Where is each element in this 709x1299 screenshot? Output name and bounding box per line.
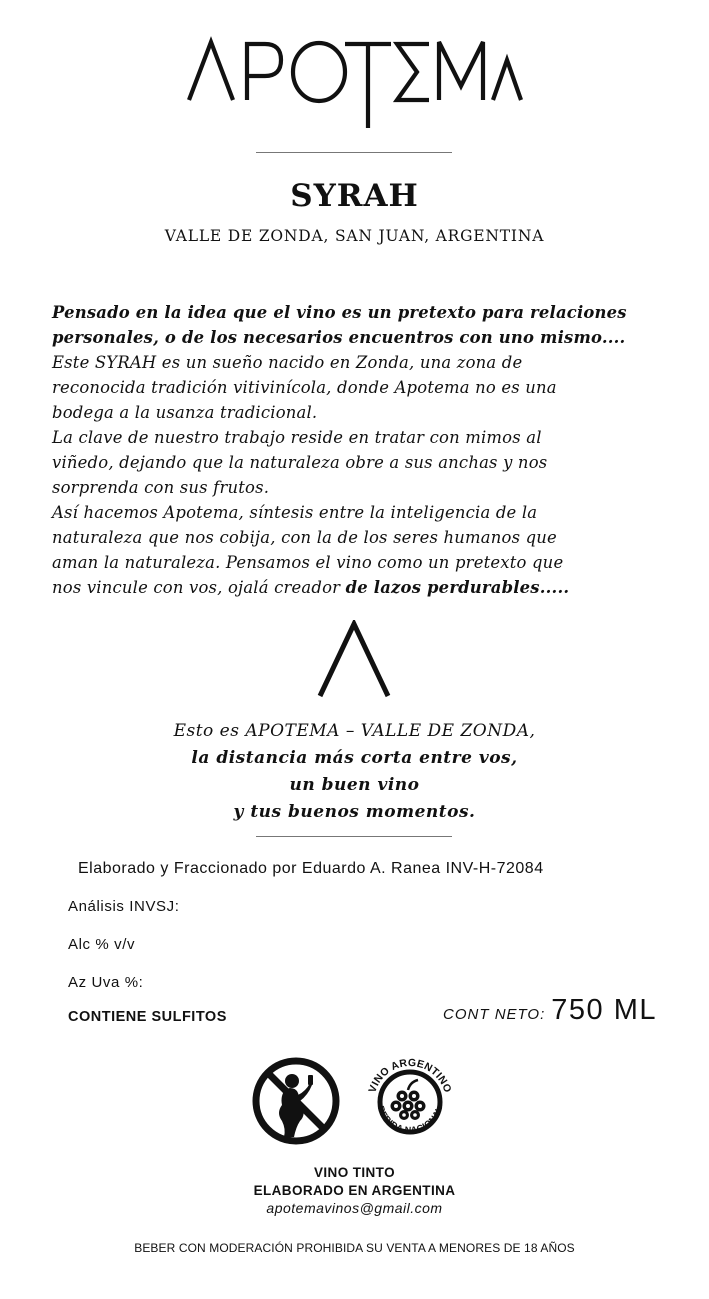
net-content-label: CONT NETO: [443, 1006, 546, 1023]
story-line [52, 575, 672, 600]
alcohol-label: Alc % v/v [68, 936, 136, 953]
closing-statement [0, 718, 709, 826]
closing-line: Esto es APOTEMA – VALLE DE ZONDA, [173, 721, 536, 741]
wine-story [52, 300, 672, 600]
wine-variety-title: SYRAH [290, 178, 419, 214]
no-pregnant-drinking-icon [250, 1055, 342, 1152]
wine-region: VALLE DE ZONDA, SAN JUAN, ARGENTINA [164, 227, 545, 245]
divider-top [256, 152, 452, 153]
seal-text-top: VINO ARGENTINO [366, 1056, 454, 1095]
story-line: Así hacemos Apotema, síntesis entre la inteligencia de la [52, 503, 538, 522]
apotema-wordmark [185, 30, 525, 130]
story-line: Pensado en la idea que el vino es un pretexto para relaciones [52, 303, 627, 322]
apex-mark-icon [314, 620, 394, 705]
origin-label: ELABORADO EN ARGENTINA [253, 1183, 456, 1198]
story-line: sorprenda con sus frutos. [52, 478, 270, 497]
producer-info: Elaborado y Fraccionado por Eduardo A. Ranea INV-H-72084 [78, 860, 544, 877]
sulfites-warning: CONTIENE SULFITOS [68, 1009, 227, 1025]
closing-line: y tus buenos momentos. [233, 802, 476, 822]
closing-line: la distancia más corta entre vos, [191, 748, 518, 768]
net-content [443, 994, 657, 1027]
svg-text:VINO ARGENTINO [366, 1057, 453, 1094]
legal-warning: BEBER CON MODERACIÓN PROHIBIDA SU VENTA A MENORES DE 18 AÑOS [134, 1241, 575, 1255]
analysis-label: Análisis INVSJ: [68, 898, 180, 915]
story-line: Este SYRAH es un sueño nacido en Zonda, una zona de [52, 353, 523, 372]
grape-cluster-icon [391, 1080, 426, 1120]
sugar-label: Az Uva %: [68, 974, 144, 991]
story-line: reconocida tradición vitivinícola, donde Apotema no es una [52, 378, 557, 397]
story-line: personales, o de los necesarios encuentros con uno mismo.... [52, 328, 626, 347]
story-line-text: nos vincule con vos, ojalá creador [52, 578, 346, 597]
story-line: bodega a la usanza tradicional. [52, 403, 318, 422]
story-line: viñedo, dejando que la naturaleza obre a sus anchas y nos [52, 453, 548, 472]
brand-logo [0, 30, 709, 135]
seal-text-bottom: BEBIDA NACIONAL [375, 1104, 445, 1136]
story-line: La clave de nuestro trabajo reside en tratar con mimos al [52, 428, 542, 447]
net-content-value: 750 ML [551, 994, 657, 1026]
vino-argentino-seal [360, 1052, 460, 1157]
story-line: aman la naturaleza. Pensamos el vino como un pretexto que [52, 553, 564, 572]
story-line: naturaleza que nos cobija, con la de los seres humanos que [52, 528, 557, 547]
divider-bottom [256, 836, 452, 837]
story-emphasis: de lazos perdurables..... [345, 578, 570, 597]
wine-type: VINO TINTO [313, 1165, 395, 1180]
closing-line: un buen vino [289, 775, 420, 795]
contact-email: apotemavinos@gmail.com [266, 1200, 443, 1216]
